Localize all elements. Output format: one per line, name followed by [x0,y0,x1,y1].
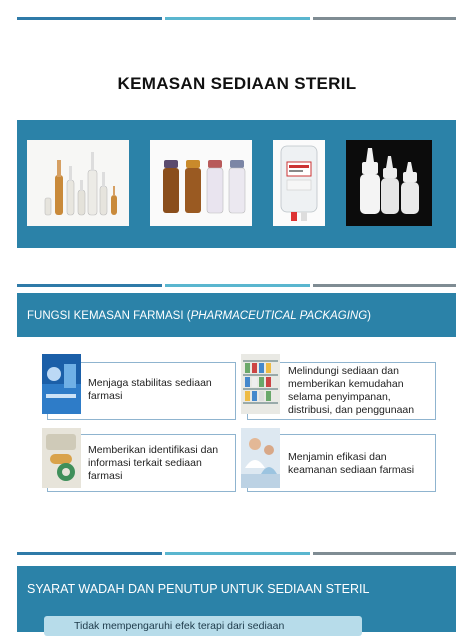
section-one-title-prefix: FUNGSI KEMASAN FARMASI ( [27,310,191,322]
lab-blue-photo [42,354,81,414]
capsule-photo [42,428,81,488]
section-two-title: SYARAT WADAH DAN PENUTUP UNTUK SEDIAAN STERIL [27,582,370,596]
card-text: Melindungi sediaan dan memberikan kemudahan selama penyimpanan, distribusi, dan penggunaan [288,365,415,416]
requirement-item-text: Tidak mempengaruhi efek terapi dari sediaan [74,620,285,632]
section-one-header [17,293,456,337]
header-bar-light [165,17,310,20]
card-text: Memberikan identifikasi dan informasi terkait sediaan farmasi [88,444,219,482]
lower-bar-dark [17,552,162,555]
photo-band [17,120,456,248]
section-one-title-suffix: ) [367,310,372,322]
dropper-bottles-photo [346,140,432,226]
card-text: Menjaga stabilitas sediaan farmasi [88,377,212,402]
section-two-header [17,566,456,632]
section-one-title [27,310,371,322]
card-text: Menjamin efikasi dan keamanan sediaan farmasi [288,451,415,476]
amber-clear-vials-photo [150,140,252,226]
requirement-item [44,616,362,636]
header-bar-gray [313,17,456,20]
section-bar-light [165,284,310,287]
lower-bar-gray [313,552,456,555]
section-one-title-italic: PHARMACEUTICAL PACKAGING [190,310,368,322]
slide-title: KEMASAN SEDIAAN STERIL [117,74,357,93]
header-bar-dark [17,17,162,20]
section-bar-dark [17,284,162,287]
pharmacist-photo [241,428,280,488]
section-bar-gray [313,284,456,287]
infusion-bag-photo [273,140,325,226]
lower-bar-light [165,552,310,555]
pharmacy-shelf-photo [241,354,280,414]
glass-ampoules-photo [27,140,129,226]
